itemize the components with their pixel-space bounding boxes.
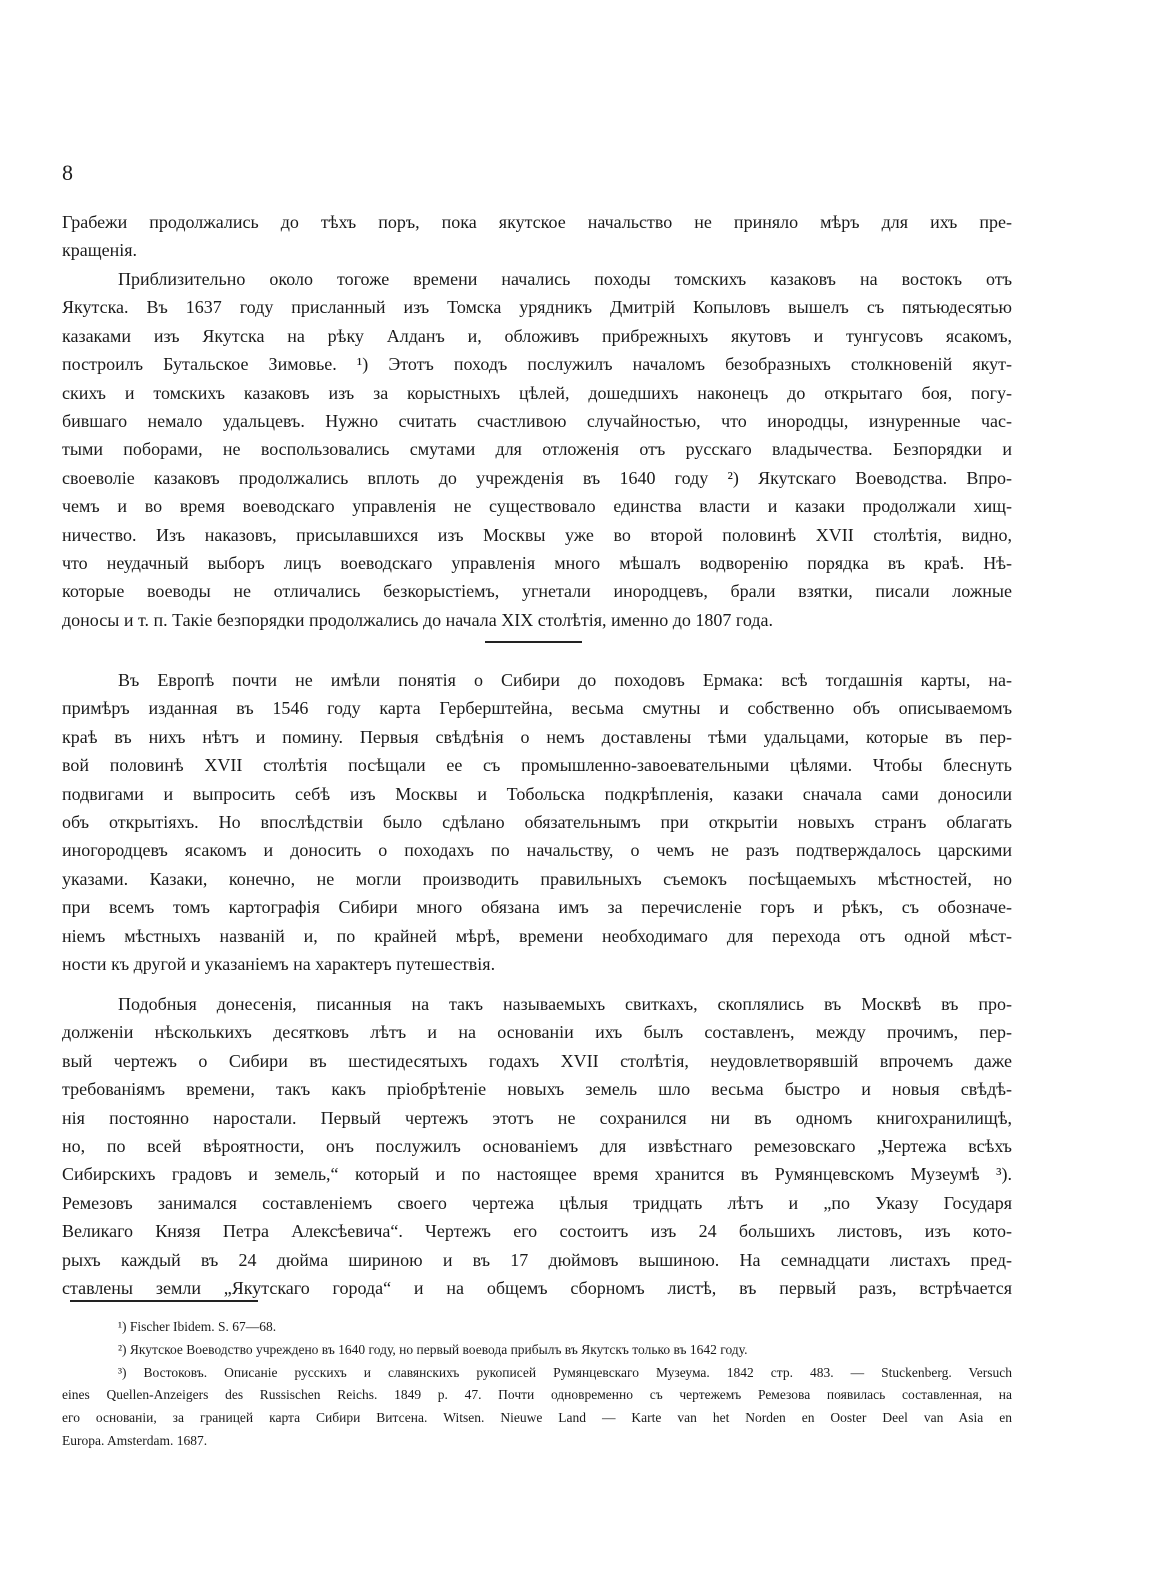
text-line: что неудачный выборъ лицъ воеводскаго управленія много мѣшалъ водворенію порядка въ краѣ. Нѣ- — [62, 552, 1012, 573]
text-line: нія постоянно наростали. Первый чертежъ этотъ не сохранился ни въ одномъ книгохранилищѣ, — [62, 1107, 1012, 1128]
text-line: построилъ Бутальское Зимовье. ¹) Этотъ походъ послужилъ началомъ безобразныхъ столкновеній якут- — [62, 354, 1012, 375]
text-line: вой половинѣ XVII столѣтія посѣщали ее съ промышленно-завоевательными цѣлями. Чтобы блеснуть — [62, 755, 1012, 776]
text-line: Приблизительно около тогоже времени начались походы томскихъ казаковъ на востокъ отъ — [118, 269, 1012, 289]
text-line: Сибирскихъ градовъ и земель,“ который и по настоящее время хранится въ Румянцевскомъ Музеумѣ ³). — [62, 1164, 1012, 1185]
paragraph-europe-maps — [62, 666, 1012, 978]
text-line: при всемъ томъ картографія Сибири много обязана имъ за перечисленіе горъ и рѣкъ, съ обозначе- — [62, 897, 1012, 918]
text-line: доносы и т. п. Такіе безпорядки продолжались до начала XIX столѣтія, именно до 1807 года. — [62, 609, 773, 630]
text-line: указами. Казаки, конечно, не могли производить правильныхъ съемокъ посѣщаемыхъ мѣстностей, но — [62, 868, 1012, 889]
footnote-line: eines Quellen-Anzeigers des Russischen Reichs. 1849 p. 47. Почти одновременно съ чертежемъ Ремезова появилась составленная, на — [62, 1387, 1012, 1403]
paragraph-remezov-map — [62, 990, 1012, 1302]
footnote-line: ³) Востоковъ. Описаніе русскихъ и славянскихъ рукописей Румянцевскаго Музеума. 1842 стр. 483. — Stuckenberg. Versuch — [118, 1364, 1012, 1380]
footnotes — [62, 1316, 1012, 1453]
text-line: чемъ и во время воеводскаго управленія не существовало единства власти и казаки продолжали хищ- — [62, 496, 1012, 517]
text-line: объ открытіяхъ. Но впослѣдствіи было сдѣлано обязательнымъ при открытіи новыхъ странъ облагать — [62, 811, 1012, 832]
text-line: ничество. Изъ наказовъ, присылавшихся изъ Москвы уже во второй половинѣ XVII столѣтія, видно, — [62, 524, 1012, 545]
text-line: кращенія. — [62, 240, 137, 261]
text-line: иногородцевъ ясакомъ и доносить о походахъ по начальству, о чемъ не разъ подтверждалось царскими — [62, 840, 1012, 861]
text-line: бившаго немало удальцевъ. Нужно считать счастливою случайностью, что инородцы, изнуренные час- — [62, 410, 1012, 431]
text-line: своеволіе казаковъ продолжались вплоть до учрежденія въ 1640 году ²) Якутскаго Воеводства. Впро- — [62, 467, 1012, 488]
text-line: которые воеводы не отличались безкорыстіемъ, угнетали инородцевъ, брали взятки, писали ложные — [62, 581, 1012, 602]
text-line: тыми поборами, не воспользовались смутами для отложенія отъ русскаго владычества. Безпорядки и — [62, 439, 1012, 460]
paragraph-continued — [62, 208, 1012, 265]
text-line: долженіи нѣсколькихъ десятковъ лѣтъ и на основаніи ихъ былъ составленъ, между прочимъ, пер- — [62, 1022, 1012, 1043]
text-line: казаками изъ Якутска на рѣку Алданъ и, обложивъ прибрежныхъ якутовъ и тунгусовъ ясакомъ, — [62, 325, 1012, 346]
footnote-line: его основаніи, за границей карта Сибири Витсена. Witsen. Nieuwe Land — Karte van het Norden en Ooster Deel van Asia en — [62, 1410, 1012, 1426]
paragraph-cossack-campaigns — [62, 265, 1012, 634]
text-line: ности къ другой и указаніемъ на характеръ путешествія. — [62, 953, 496, 974]
section-divider — [485, 641, 582, 643]
footnote-line: ¹) Fischer Ibidem. S. 67—68. — [118, 1319, 277, 1334]
footnote-line: ²) Якутское Воеводство учреждено въ 1640 году, но первый воевода прибылъ въ Якутскъ только въ 1642 году. — [118, 1341, 748, 1357]
text-line: Въ Европѣ почти не имѣли понятія о Сибири до походовъ Ермака: всѣ тогдашнія карты, на- — [118, 670, 1012, 690]
text-line: ставлены земли „Якутскаго города“ и на общемъ сборномъ листѣ, въ первый разъ, встрѣчается — [62, 1277, 1012, 1298]
text-line: но, по всей вѣроятности, онъ послужилъ основаніемъ для извѣстнаго ремезовскаго „Чертежа всѣхъ — [62, 1135, 1012, 1156]
text-line: Грабежи продолжались до тѣхъ поръ, пока якутское начальство не приняло мѣръ для ихъ пре- — [62, 212, 1012, 232]
text-line: примѣръ изданная въ 1546 году карта Герберштейна, весьма смутны и собственно объ описываемомъ — [62, 698, 1012, 719]
text-line: требованіямъ времени, такъ какъ пріобрѣтеніе новыхъ земель шло весьма быстро и новыя свѣдѣ- — [62, 1079, 1012, 1100]
text-line: скихъ и томскихъ казаковъ изъ за корыстныхъ цѣлей, дошедшихъ наконецъ до открытаго боя, погу- — [62, 382, 1012, 403]
page-number: 8 — [62, 160, 73, 185]
footnote-divider — [70, 1300, 258, 1302]
text-line: Якутска. Въ 1637 году присланный изъ Томска урядникъ Дмитрій Копыловъ вышелъ съ пятьюдесятью — [62, 297, 1012, 318]
text-line: Ремезовъ занимался составленіемъ своего чертежа цѣлыя тридцать лѣтъ и „по Указу Государя — [62, 1192, 1012, 1213]
text-line: вый чертежъ о Сибири въ шестидесятыхъ годахъ XVII столѣтія, неудовлетворявшій впрочемъ даже — [62, 1050, 1012, 1071]
text-line: Великаго Князя Петра Алексѣевича“. Чертежъ его состоитъ изъ 24 большихъ листовъ, изъ кото- — [62, 1221, 1012, 1242]
text-line: ніемъ мѣстныхъ названій и, по крайней мѣрѣ, времени необходимаго для перехода отъ одной мѣст- — [62, 925, 1012, 946]
footnote-line: Europa. Amsterdam. 1687. — [62, 1432, 208, 1448]
text-line: краѣ въ нихъ нѣтъ и помину. Первыя свѣдѣнія о немъ доставлены тѣми удальцами, которые въ пер- — [62, 726, 1012, 747]
text-line: Подобныя донесенія, писанныя на такъ называемыхъ свиткахъ, скоплялись въ Москвѣ въ про- — [118, 994, 1012, 1014]
text-line: рыхъ каждый въ 24 дюйма шириною и въ 17 дюймовъ вышиною. На семнадцати листахъ пред- — [62, 1249, 1012, 1270]
text-line: подвигами и выпросить себѣ изъ Москвы и Тобольска подкрѣпленія, казаки сначала сами доносили — [62, 783, 1012, 804]
